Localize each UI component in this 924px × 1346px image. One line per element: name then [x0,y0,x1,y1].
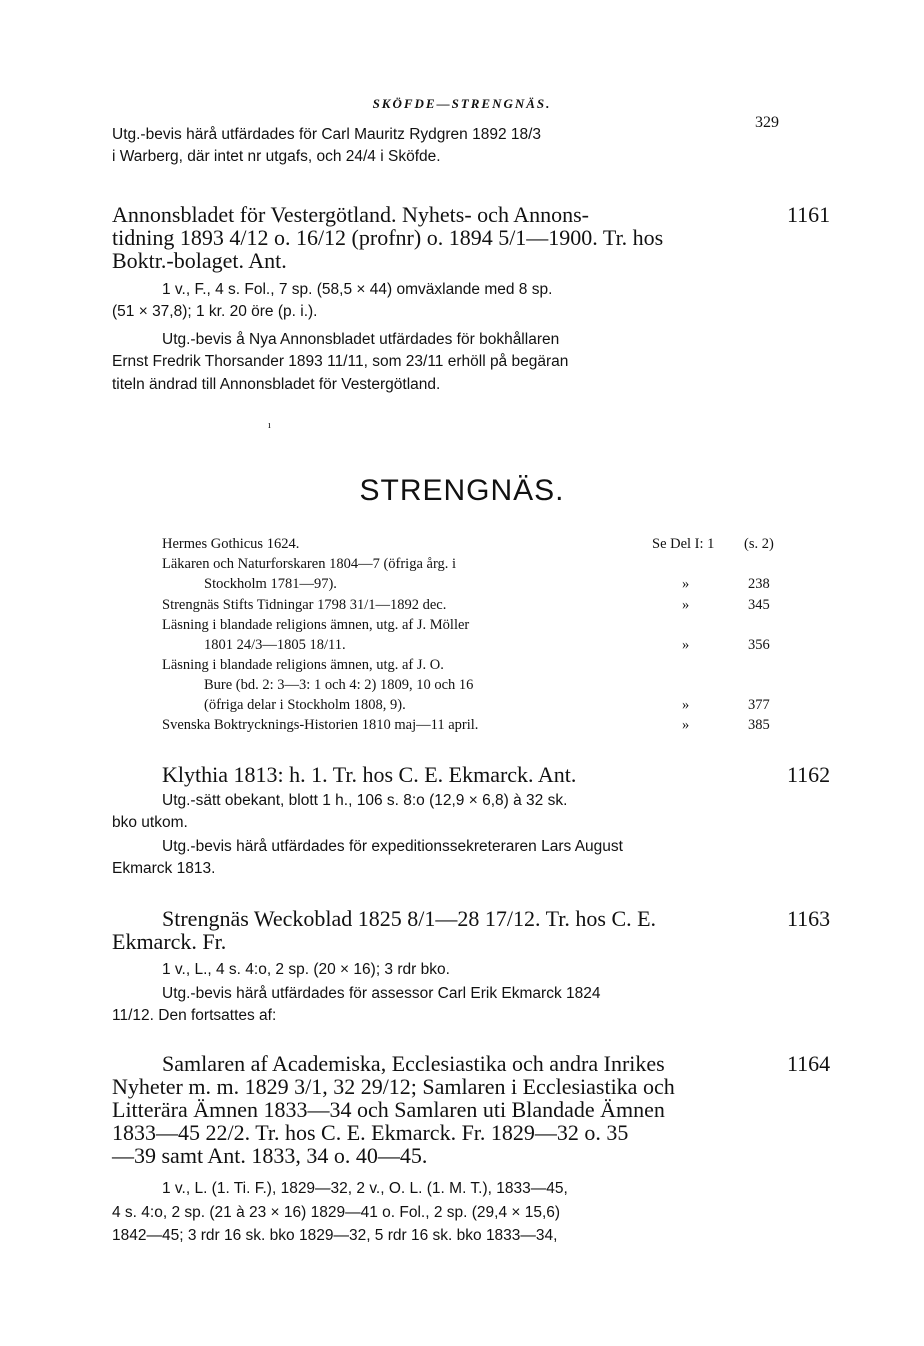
reference-marker: » [682,597,690,613]
entry-title-line: Boktr.-bolaget. Ant. [112,248,287,273]
entry-detail-line: 1 v., F., 4 s. Fol., 7 sp. (58,5 × 44) omväxlande med 8 sp. [162,281,553,298]
entry-title-line: Annonsbladet för Vestergötland. Nyhets- och Annons- [112,202,590,227]
entry-number: 1164 [787,1051,831,1076]
entry-number: 1161 [787,202,831,227]
running-title: SKÖFDE—STRENGNÄS. [372,96,552,111]
entry-title-line: Samlaren af Academiska, Ecclesiastika och andra Inrikes [162,1051,665,1076]
entry-title-line: Ekmarck. Fr. [112,929,227,954]
reference-text: Läsning i blandade religions ämnen, utg. af J. Möller [162,617,470,633]
reference-text: Läsning i blandade religions ämnen, utg. af J. O. [162,657,444,673]
entry-detail-line: 1 v., L. (1. Ti. F.), 1829—32, 2 v., O. L. (1. M. T.), 1833—45, [162,1180,568,1197]
reference-text: 1801 24/3—1805 18/11. [204,637,346,653]
stray-mark: ı [268,420,271,431]
reference-page: 356 [748,637,770,653]
reference-page: 377 [748,697,770,713]
entry-title-line: 1833—45 22/2. Tr. hos C. E. Ekmarck. Fr. 1829—32 o. 35 [112,1120,629,1145]
entry-title-line: Klythia 1813: h. 1. Tr. hos C. E. Ekmarck. Ant. [162,762,577,787]
reference-text: Strengnäs Stifts Tidningar 1798 31/1—1892 dec. [162,597,447,613]
entry-title-line: Strengnäs Weckoblad 1825 8/1—28 17/12. Tr. hos C. E. [162,906,657,931]
entry-detail-line: 1 v., L., 4 s. 4:o, 2 sp. (20 × 16); 3 rdr bko. [162,961,450,978]
entry-title-line: —39 samt Ant. 1833, 34 o. 40—45. [112,1143,428,1168]
section-title: STRENGNÄS. [359,474,565,507]
reference-marker: » [682,697,690,713]
text-line: Utg.-bevis härå utfärdades för Carl Mauritz Rydgren 1892 18/3 [112,126,542,143]
reference-page: (s. 2) [744,536,774,552]
reference-marker: » [682,637,690,653]
entry-detail-line: 4 s. 4:o, 2 sp. (21 à 23 × 16) 1829—41 o. Fol., 2 sp. (29,4 × 15,6) [112,1204,561,1221]
reference-page: 385 [748,717,770,733]
text-line: i Warberg, där intet nr utgafs, och 24/4 i Sköfde. [112,148,441,165]
entry-detail-line: Ernst Fredrik Thorsander 1893 11/11, som 23/11 erhöll på begäran [112,353,569,370]
entry-detail-line: bko utkom. [112,814,188,831]
entry-detail-line: Utg.-bevis härå utfärdades för expeditionssekreteraren Lars August [162,838,623,855]
reference-text: Stockholm 1781—97). [204,576,337,592]
running-header [0,78,924,131]
page-number: 329 [755,114,779,131]
reference-page: 345 [748,597,770,613]
entry-detail-line: Ekmarck 1813. [112,860,216,877]
reference-text: (öfriga delar i Stockholm 1808, 9). [204,697,406,713]
reference-text: Bure (bd. 2: 3—3: 1 och 4: 2) 1809, 10 och 16 [204,677,474,693]
entry-title-line: Litterära Ämnen 1833—34 och Samlaren uti Blandade Ämnen [112,1097,665,1122]
entry-title-line: tidning 1893 4/12 o. 16/12 (profnr) o. 1894 5/1—1900. Tr. hos [112,225,664,250]
reference-text: Hermes Gothicus 1624. [162,536,300,552]
reference-text: Svenska Boktrycknings-Historien 1810 maj—11 april. [162,717,479,733]
entry-detail-line: (51 × 37,8); 1 kr. 20 öre (p. i.). [112,303,318,320]
entry-detail-line: 11/12. Den fortsattes af: [112,1007,277,1024]
reference-text: Läkaren och Naturforskaren 1804—7 (öfriga årg. i [162,556,457,572]
entry-detail-line: titeln ändrad till Annonsbladet för Vestergötland. [112,376,441,393]
entry-detail-line: 1842—45; 3 rdr 16 sk. bko 1829—32, 5 rdr 16 sk. bko 1833—34, [112,1227,558,1244]
reference-page: 238 [748,576,770,592]
entry-title-line: Nyheter m. m. 1829 3/1, 32 29/12; Samlaren i Ecclesiastika och [112,1074,675,1099]
entry-detail-line: Utg.-bevis härå utfärdades för assessor Carl Erik Ekmarck 1824 [162,985,601,1002]
entry-detail-line: Utg.-bevis å Nya Annonsbladet utfärdades för bokhållaren [162,331,560,348]
entry-number: 1163 [787,906,831,931]
reference-marker: » [682,717,690,733]
reference-marker: Se Del I: 1 [652,536,715,552]
entry-number: 1162 [787,762,831,787]
entry-detail-line: Utg.-sätt obekant, blott 1 h., 106 s. 8:o (12,9 × 6,8) à 32 sk. [162,792,568,809]
reference-marker: » [682,576,690,592]
